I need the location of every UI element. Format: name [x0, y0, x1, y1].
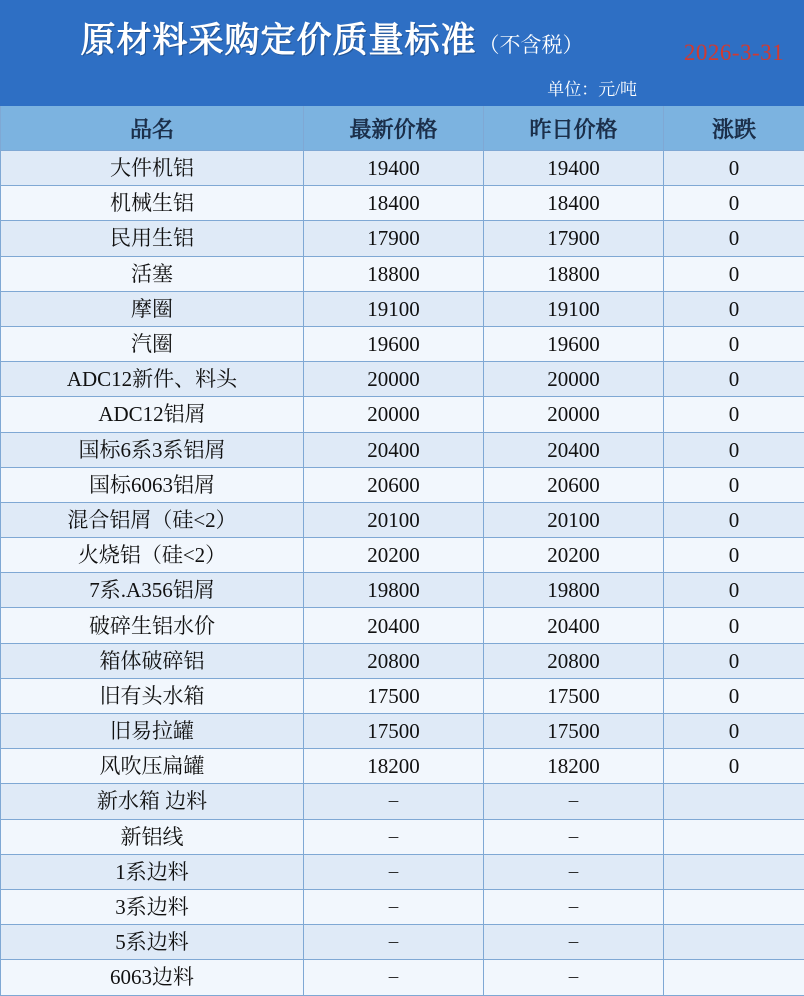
cell-new-price: 18200 [304, 749, 484, 784]
page-title-note: （不含税） [479, 29, 584, 59]
table-row [1, 326, 804, 361]
cell-name: 大件机铝 [1, 151, 304, 186]
cell-old-price: – [484, 819, 664, 854]
cell-change: 0 [664, 186, 804, 221]
table-row [1, 502, 804, 537]
cell-change: 0 [664, 326, 804, 361]
cell-old-price: 19600 [484, 326, 664, 361]
cell-name: 1系边料 [1, 854, 304, 889]
cell-new-price: – [304, 854, 484, 889]
cell-new-price: 20400 [304, 432, 484, 467]
cell-change [664, 819, 804, 854]
cell-name: 风吹压扁罐 [1, 749, 304, 784]
table-row [1, 397, 804, 432]
table-row [1, 678, 804, 713]
cell-old-price: 17500 [484, 678, 664, 713]
cell-name: 混合铝屑（硅<2） [1, 502, 304, 537]
cell-change: 0 [664, 397, 804, 432]
table-row [1, 256, 804, 291]
table-row [1, 538, 804, 573]
cell-new-price: 19800 [304, 573, 484, 608]
cell-new-price: – [304, 960, 484, 995]
cell-new-price: – [304, 925, 484, 960]
cell-old-price: 18200 [484, 749, 664, 784]
cell-change: 0 [664, 678, 804, 713]
cell-new-price: 17900 [304, 221, 484, 256]
cell-old-price: 20400 [484, 432, 664, 467]
cell-change [664, 854, 804, 889]
cell-change [664, 960, 804, 995]
cell-change: 0 [664, 362, 804, 397]
cell-old-price: 17900 [484, 221, 664, 256]
cell-new-price: 17500 [304, 714, 484, 749]
cell-name: 旧有头水箱 [1, 678, 304, 713]
column-header-new-price: 最新价格 [304, 106, 484, 151]
cell-new-price: 20600 [304, 467, 484, 502]
cell-old-price: – [484, 925, 664, 960]
cell-old-price: – [484, 784, 664, 819]
cell-new-price: – [304, 819, 484, 854]
cell-new-price: 20000 [304, 397, 484, 432]
cell-change: 0 [664, 573, 804, 608]
cell-name: 箱体破碎铝 [1, 643, 304, 678]
cell-change: 0 [664, 432, 804, 467]
cell-change: 0 [664, 538, 804, 573]
cell-change: 0 [664, 291, 804, 326]
cell-name: 机械生铝 [1, 186, 304, 221]
cell-name: 火烧铝（硅<2） [1, 538, 304, 573]
column-header-old-price: 昨日价格 [484, 106, 664, 151]
table-row [1, 643, 804, 678]
cell-name: 新铝线 [1, 819, 304, 854]
cell-change: 0 [664, 151, 804, 186]
cell-name: 6063边料 [1, 960, 304, 995]
cell-name: 7系.A356铝屑 [1, 573, 304, 608]
cell-new-price: 18400 [304, 186, 484, 221]
cell-change: 0 [664, 467, 804, 502]
cell-name: 活塞 [1, 256, 304, 291]
cell-name: ADC12铝屑 [1, 397, 304, 432]
table-row [1, 221, 804, 256]
table-row [1, 854, 804, 889]
cell-new-price: 17500 [304, 678, 484, 713]
cell-change: 0 [664, 221, 804, 256]
cell-name: 国标6063铝屑 [1, 467, 304, 502]
title-banner [1, 1, 664, 106]
cell-old-price: 19400 [484, 151, 664, 186]
cell-name: 民用生铝 [1, 221, 304, 256]
column-header-change: 涨跌 [664, 106, 804, 151]
column-header-name: 品名 [1, 106, 304, 151]
cell-old-price: 18800 [484, 256, 664, 291]
cell-old-price: 19100 [484, 291, 664, 326]
cell-change [664, 889, 804, 924]
table-row [1, 467, 804, 502]
cell-change: 0 [664, 502, 804, 537]
cell-change: 0 [664, 643, 804, 678]
cell-old-price: 20600 [484, 467, 664, 502]
cell-old-price: 20800 [484, 643, 664, 678]
cell-name: ADC12新件、料头 [1, 362, 304, 397]
table-row [1, 925, 804, 960]
table-row [1, 749, 804, 784]
table-row [1, 960, 804, 995]
cell-new-price: 20400 [304, 608, 484, 643]
table-row [1, 186, 804, 221]
cell-new-price: 19400 [304, 151, 484, 186]
cell-old-price: – [484, 889, 664, 924]
table-row [1, 714, 804, 749]
header-row [1, 106, 804, 151]
cell-name: 3系边料 [1, 889, 304, 924]
cell-name: 破碎生铝水价 [1, 608, 304, 643]
table-body [1, 1, 804, 996]
date-cell [664, 1, 804, 106]
cell-new-price: 20800 [304, 643, 484, 678]
cell-old-price: – [484, 854, 664, 889]
cell-old-price: – [484, 960, 664, 995]
cell-change: 0 [664, 608, 804, 643]
table-row [1, 151, 804, 186]
cell-change: 0 [664, 714, 804, 749]
table-row [1, 819, 804, 854]
cell-change: 0 [664, 749, 804, 784]
table-row [1, 291, 804, 326]
cell-name: 国标6系3系铝屑 [1, 432, 304, 467]
cell-new-price: 18800 [304, 256, 484, 291]
cell-old-price: 20200 [484, 538, 664, 573]
unit-label: 单位：元/吨 [13, 75, 651, 100]
cell-old-price: 20000 [484, 362, 664, 397]
cell-change [664, 925, 804, 960]
cell-old-price: 20100 [484, 502, 664, 537]
cell-new-price: 19100 [304, 291, 484, 326]
table-row [1, 362, 804, 397]
cell-change [664, 784, 804, 819]
cell-old-price: 20400 [484, 608, 664, 643]
cell-new-price: – [304, 784, 484, 819]
cell-name: 新水箱 边料 [1, 784, 304, 819]
table-row [1, 432, 804, 467]
cell-name: 5系边料 [1, 925, 304, 960]
page-title: 原材料采购定价质量标准 [81, 13, 477, 63]
cell-old-price: 19800 [484, 573, 664, 608]
table-row [1, 889, 804, 924]
cell-new-price: 19600 [304, 326, 484, 361]
cell-new-price: 20000 [304, 362, 484, 397]
cell-new-price: 20200 [304, 538, 484, 573]
table-row [1, 573, 804, 608]
cell-change: 0 [664, 256, 804, 291]
cell-name: 汽圈 [1, 326, 304, 361]
cell-old-price: 17500 [484, 714, 664, 749]
cell-new-price: 20100 [304, 502, 484, 537]
date-text: 2026-3-31 [684, 40, 784, 65]
cell-name: 摩圈 [1, 291, 304, 326]
cell-name: 旧易拉罐 [1, 714, 304, 749]
table-row [1, 608, 804, 643]
cell-new-price: – [304, 889, 484, 924]
cell-old-price: 20000 [484, 397, 664, 432]
title-row [1, 1, 804, 106]
cell-old-price: 18400 [484, 186, 664, 221]
table-row [1, 784, 804, 819]
